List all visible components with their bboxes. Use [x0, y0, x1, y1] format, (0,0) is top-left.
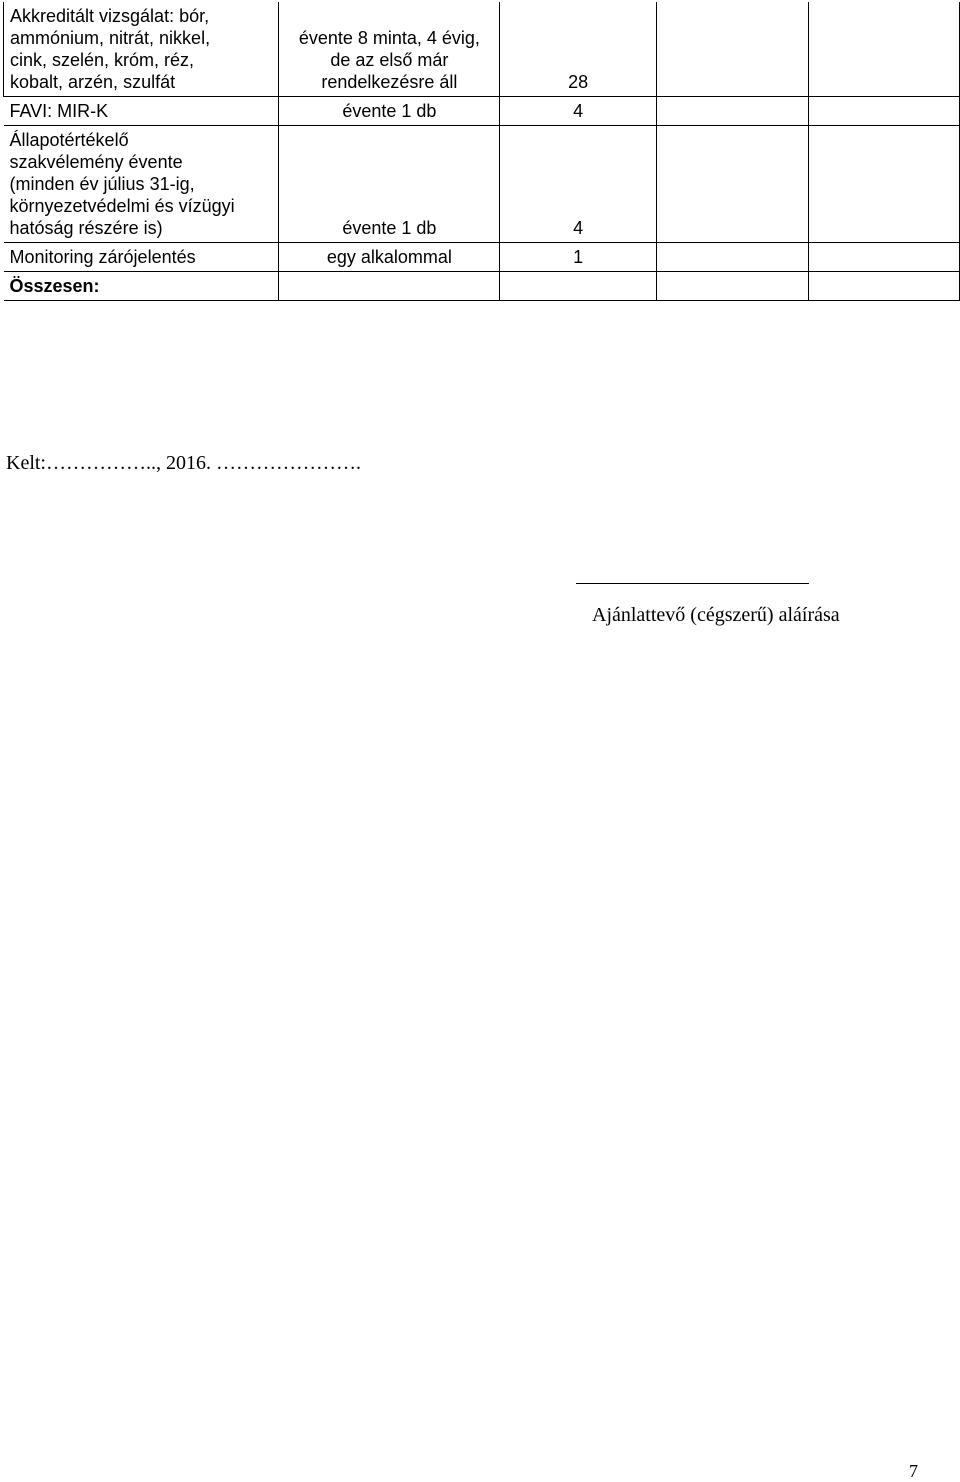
empty-cell: [279, 272, 500, 301]
empty-cell: [656, 126, 808, 243]
table-row: [4, 243, 960, 272]
quantity-cell: 4: [500, 126, 656, 243]
quantity-cell: 4: [500, 97, 656, 126]
empty-cell: [808, 2, 959, 97]
page-number: 7: [909, 1461, 918, 1481]
quantity-cell: 28: [500, 2, 656, 97]
frequency-cell: évente 8 minta, 4 évig, de az első már rendelkezésre áll: [279, 2, 500, 97]
item-cell: FAVI: MIR-K: [4, 97, 279, 126]
empty-cell: [656, 243, 808, 272]
total-row: [4, 272, 960, 301]
table-row: [4, 97, 960, 126]
table-row: [4, 126, 960, 243]
empty-cell: [808, 243, 959, 272]
item-cell: Állapotértékelő szakvélemény évente (minden év július 31-ig, környezetvédelmi és vízügyi hatóság részére is): [4, 126, 279, 243]
quantity-cell: 1: [500, 243, 656, 272]
signature-line: [576, 583, 809, 584]
frequency-cell: évente 1 db: [279, 97, 500, 126]
item-cell: Akkreditált vizsgálat: bór, ammónium, nitrát, nikkel, cink, szelén, króm, réz, kobalt, arzén, szulfát: [4, 2, 279, 97]
empty-cell: [808, 97, 959, 126]
frequency-cell: évente 1 db: [279, 126, 500, 243]
date-line: Kelt:…………….., 2016. ………………….: [6, 452, 361, 474]
empty-cell: [808, 272, 959, 301]
signature-label: Ajánlattevő (cégszerű) aláírása: [592, 604, 840, 626]
empty-cell: [808, 126, 959, 243]
total-label: Összesen:: [4, 272, 279, 301]
item-cell: Monitoring zárójelentés: [4, 243, 279, 272]
table-row: [4, 2, 960, 97]
empty-cell: [500, 272, 656, 301]
empty-cell: [656, 272, 808, 301]
empty-cell: [656, 97, 808, 126]
frequency-cell: egy alkalommal: [279, 243, 500, 272]
pricing-table: [3, 2, 960, 301]
empty-cell: [656, 2, 808, 97]
